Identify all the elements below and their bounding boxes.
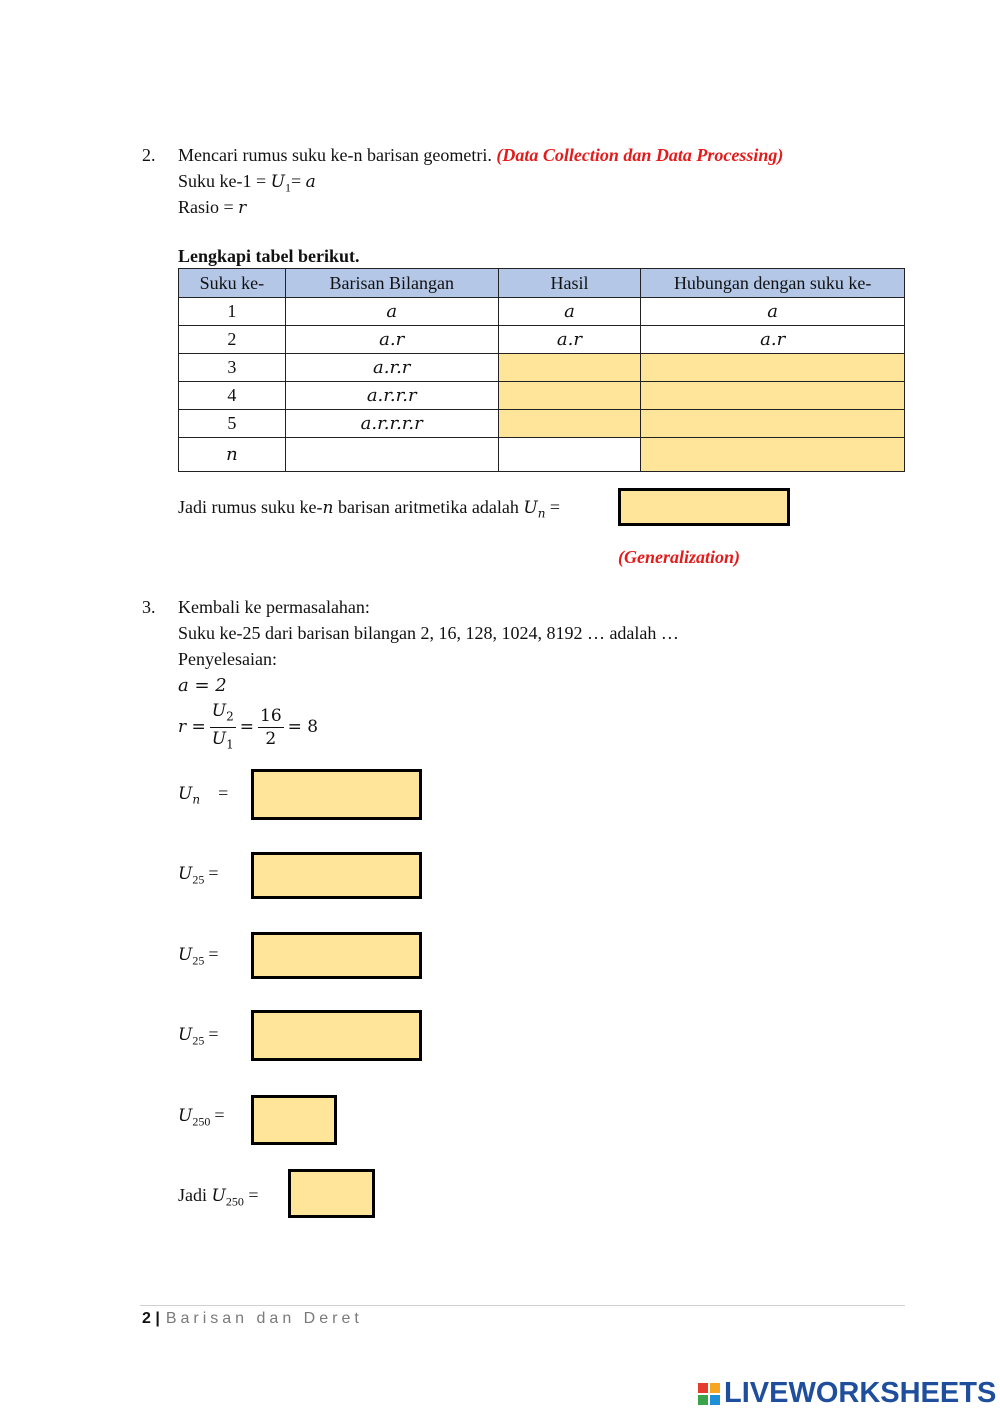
table-title: Lengkapi tabel berikut.	[178, 246, 360, 266]
section-3-line-2: Suku ke-25 dari barisan bilangan 2, 16, 128, 1024, 8192 … adalah …	[178, 623, 679, 643]
conclusion-prefix: Jadi rumus suku ke-	[178, 497, 323, 517]
ratio-prefix: Rasio =	[178, 197, 239, 217]
footer-title: Barisan dan Deret	[165, 1310, 363, 1327]
header-barisan-bilangan: Barisan Bilangan	[285, 269, 498, 298]
ratio-fraction-num	[258, 705, 284, 750]
final-answer-label: Jadi $U_{250}$ =	[178, 1185, 259, 1209]
ratio-fraction-num-bottom: 2	[265, 729, 277, 750]
first-term-sub: 1	[284, 180, 291, 195]
u25-input-3[interactable]	[251, 1010, 422, 1061]
liveworksheets-logo-icon	[698, 1383, 720, 1405]
cell-relation: a.r	[641, 326, 905, 354]
cell-result-empty	[498, 438, 641, 472]
table-row	[179, 354, 905, 382]
answer-input-hubungan-5[interactable]	[641, 410, 905, 438]
section-2-intro: Mencari rumus suku ke-n barisan geometri.	[178, 145, 492, 165]
section-3-line-1: Kembali ke permasalahan:	[178, 597, 370, 617]
answer-input-hasil-5[interactable]	[498, 410, 641, 438]
first-term-mid: =	[290, 171, 306, 191]
header-hubungan: Hubungan dengan suku ke-	[641, 269, 905, 298]
cell-term-index: 5	[179, 410, 286, 438]
section-2-number: 2.	[142, 145, 156, 165]
cell-sequence: a	[285, 298, 498, 326]
cell-sequence: a.r.r.r	[285, 382, 498, 410]
cell-term-index: 4	[179, 382, 286, 410]
answer-input-hasil-3[interactable]	[498, 354, 641, 382]
answer-input-hubungan-3[interactable]	[641, 354, 905, 382]
header-hasil: Hasil	[498, 269, 641, 298]
a-equation: a = 2	[178, 675, 227, 696]
cell-term-index: 1	[179, 298, 286, 326]
r-equation	[178, 700, 318, 756]
first-term-var: U	[270, 172, 285, 192]
conclusion-mid: barisan aritmetika adalah	[333, 497, 524, 517]
eq-sign: =	[239, 717, 254, 738]
final-answer-input[interactable]	[288, 1169, 375, 1218]
cell-term-index: 3	[179, 354, 286, 382]
section-2-tag: (Data Collection dan Data Processing)	[496, 145, 784, 165]
brand-name: LIVEWORKSHEETS	[724, 1377, 997, 1409]
conclusion-U: U	[523, 498, 538, 518]
step-u25-label-1: $U_{25}$ =	[178, 863, 219, 887]
first-term-val: a	[305, 172, 316, 192]
u25-input-1[interactable]	[251, 852, 422, 899]
table-row	[179, 298, 905, 326]
r-lhs: r =	[178, 717, 206, 738]
answer-input-hubungan-n[interactable]	[641, 438, 905, 472]
cell-term-index: n	[179, 438, 286, 472]
ratio-fraction-u-num: $U_2$	[210, 700, 236, 728]
ratio-fraction-num-top: 16	[260, 706, 282, 727]
un-formula-input[interactable]	[251, 769, 422, 820]
first-term-prefix: Suku ke-1 =	[178, 171, 271, 191]
page-footer	[142, 1310, 363, 1328]
footer-divider	[140, 1305, 905, 1306]
section-3-line-3: Penyelesaian:	[178, 649, 277, 669]
cell-sequence-empty	[285, 438, 498, 472]
step-u25-label-3: $U_{25}$ =	[178, 1024, 219, 1048]
conclusion-line	[178, 498, 560, 520]
table-header-row	[179, 269, 905, 298]
cell-result: a	[498, 298, 641, 326]
first-term-line	[178, 172, 316, 194]
cell-term-index: 2	[179, 326, 286, 354]
conclusion-sub: n	[537, 506, 546, 521]
header-suku-ke: Suku ke-	[179, 269, 286, 298]
sequence-table	[178, 268, 905, 472]
ratio-result: = 8	[287, 717, 319, 738]
u250-input[interactable]	[251, 1095, 337, 1145]
step-u25-label-2: $U_{25}$ =	[178, 944, 219, 968]
cell-sequence: a.r.r.r.r	[285, 410, 498, 438]
u25-input-2[interactable]	[251, 932, 422, 979]
answer-input-hasil-4[interactable]	[498, 382, 641, 410]
table-row	[179, 326, 905, 354]
step-un-label: $U_n$ =	[178, 783, 229, 807]
cell-result: a.r	[498, 326, 641, 354]
answer-input-hubungan-4[interactable]	[641, 382, 905, 410]
cell-sequence: a.r.r	[285, 354, 498, 382]
ratio-fraction-u-den: $U_1$	[211, 729, 234, 752]
conclusion-eq: =	[545, 497, 561, 517]
ratio-val: r	[238, 198, 247, 218]
conclusion-var: n	[322, 498, 334, 518]
liveworksheets-brand	[698, 1377, 996, 1410]
general-formula-input[interactable]	[618, 488, 790, 526]
section-2-intro-line	[178, 146, 783, 164]
section-3-number: 3.	[142, 597, 156, 617]
table-row	[179, 382, 905, 410]
cell-sequence: a.r	[285, 326, 498, 354]
step-u250-label: $U_{250}$ =	[178, 1105, 225, 1129]
table-row	[179, 410, 905, 438]
ratio-fraction-u	[210, 700, 236, 756]
table-row	[179, 438, 905, 472]
cell-relation: a	[641, 298, 905, 326]
page-number: 2 |	[142, 1310, 160, 1327]
generalization-label: (Generalization)	[618, 547, 741, 567]
ratio-line	[178, 198, 246, 217]
